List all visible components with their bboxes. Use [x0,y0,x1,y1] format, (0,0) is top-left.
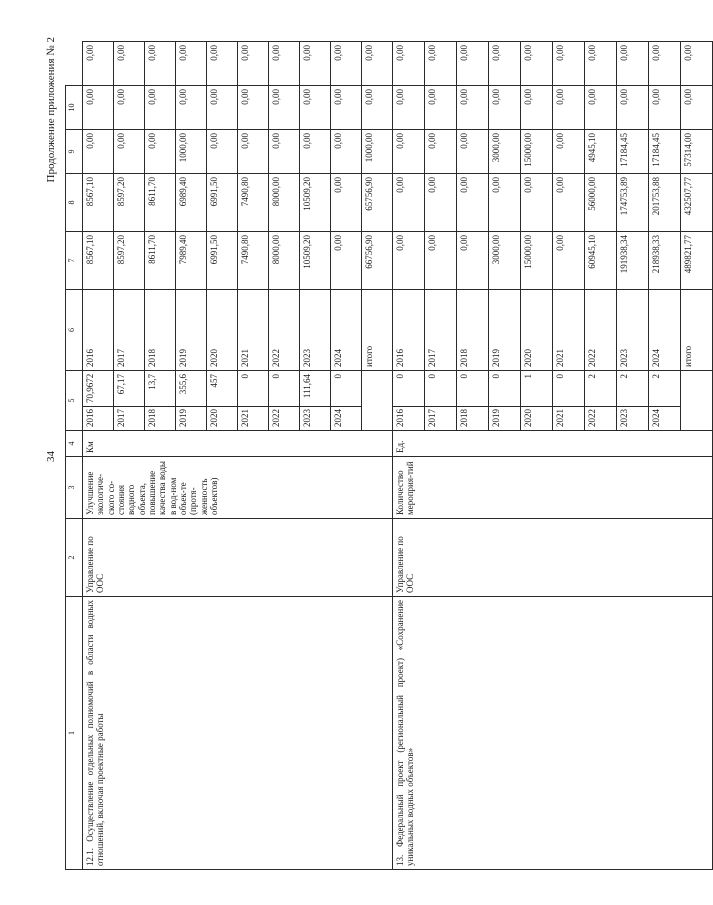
regional-budget-cell: 57314,00 [681,130,713,174]
total-funding-cell: 60945,10 [585,232,617,290]
federal-budget-cell: 0,00 [585,86,617,130]
federal-budget-cell: 0,00 [457,86,489,130]
regional-budget-cell: 0,00 [553,130,585,174]
indicator-year-cell: 2017 [425,407,457,431]
federal-budget-cell: 0,00 [331,86,362,130]
total-funding-cell: 0,00 [425,232,457,290]
indicator-value-cell: 111,64 [300,371,331,407]
indicator-year-cell: 2021 [238,407,269,431]
city-budget-cell: 201753,88 [649,174,681,232]
total-funding-cell: 7490,80 [238,232,269,290]
table-row [393,42,425,870]
indicator-year-cell: 2020 [207,407,238,431]
indicator-year-cell: 2016 [393,407,425,431]
header-cell: 4 [66,431,83,457]
indicator-value-cell: 457 [207,371,238,407]
total-funding-cell: 0,00 [553,232,585,290]
indicator-year-cell: 2022 [585,407,617,431]
funding-year-cell: 2021 [238,290,269,371]
regional-budget-cell: 0,00 [207,130,238,174]
total-label-cell: итого [362,290,393,371]
indicator-value-cell: 67,17 [114,371,145,407]
indicator-value-cell: 70,9672 [83,371,114,407]
indicator-value-cell: 1 [521,371,553,407]
funding-year-cell: 2020 [521,290,553,371]
indicator-value-cell: 0 [489,371,521,407]
total-funding-cell: 66756,90 [362,232,393,290]
indicator-year-cell: 2024 [649,407,681,431]
federal-budget-cell: 0,00 [425,86,457,130]
city-budget-cell: 6989,40 [176,174,207,232]
other-sources-cell: 0,00 [114,42,145,86]
regional-budget-cell: 0,00 [83,130,114,174]
federal-budget-cell: 0,00 [489,86,521,130]
federal-budget-cell: 0,00 [681,86,713,130]
header-row [66,42,83,870]
header-cell: 7 [66,232,83,290]
city-budget-cell: 0,00 [331,174,362,232]
other-sources-cell: 0,00 [331,42,362,86]
total-funding-cell: 15000,00 [521,232,553,290]
unit-cell: Ед. [393,431,713,457]
city-budget-cell: 0,00 [521,174,553,232]
city-budget-cell: 7490,80 [238,174,269,232]
regional-budget-cell: 0,00 [114,130,145,174]
header-cell: 8 [66,174,83,232]
other-sources-cell: 0,00 [553,42,585,86]
other-sources-cell: 0,00 [521,42,553,86]
executor-cell: Управление по ООС [393,519,713,597]
indicator-value-cell: 2 [649,371,681,407]
city-budget-cell: 432507,77 [681,174,713,232]
total-funding-cell: 6991,50 [207,232,238,290]
funding-year-cell: 2017 [425,290,457,371]
regional-budget-cell: 17184,45 [617,130,649,174]
header-cell: 3 [66,457,83,519]
other-sources-cell: 0,00 [649,42,681,86]
header-cell: 5 [66,371,83,431]
header-cell: 6 [66,290,83,371]
total-funding-cell: 0,00 [331,232,362,290]
indicator-year-cell: 2020 [521,407,553,431]
indicator-value-cell: 0 [457,371,489,407]
unit-cell: Км [83,431,393,457]
federal-budget-cell: 0,00 [238,86,269,130]
empty-cell [681,371,713,431]
regional-budget-cell: 0,00 [300,130,331,174]
regional-budget-cell: 1000,00 [176,130,207,174]
federal-budget-cell: 0,00 [362,86,393,130]
funding-year-cell: 2022 [585,290,617,371]
indicator-value-cell: 0 [553,371,585,407]
header-cell: 10 [66,86,83,130]
indicator-cell: Количество мероприя-тий [393,457,713,519]
funding-year-cell: 2022 [269,290,300,371]
federal-budget-cell: 0,00 [83,86,114,130]
regional-budget-cell: 0,00 [238,130,269,174]
regional-budget-cell: 0,00 [269,130,300,174]
header-cell: 9 [66,130,83,174]
executor-cell: Управление по ООС [83,519,393,597]
other-sources-cell: 0,00 [362,42,393,86]
indicator-value-cell: 0 [393,371,425,407]
federal-budget-cell: 0,00 [207,86,238,130]
regional-budget-cell: 0,00 [331,130,362,174]
other-sources-cell: 0,00 [145,42,176,86]
regional-budget-cell: 0,00 [393,130,425,174]
indicator-year-cell: 2019 [489,407,521,431]
indicator-year-cell: 2024 [331,407,362,431]
city-budget-cell: 0,00 [425,174,457,232]
regional-budget-cell: 17184,45 [649,130,681,174]
empty-cell [362,371,393,431]
funding-year-cell: 2020 [207,290,238,371]
city-budget-cell: 8597,20 [114,174,145,232]
continuation-label: Продолжение приложения № 2 [45,37,57,183]
regional-budget-cell: 1000,00 [362,130,393,174]
city-budget-cell: 8000,00 [269,174,300,232]
federal-budget-cell: 0,00 [553,86,585,130]
funding-year-cell: 2018 [145,290,176,371]
other-sources-cell: 0,00 [617,42,649,86]
indicator-value-cell: 2 [585,371,617,407]
other-sources-cell: 0,00 [300,42,331,86]
other-sources-cell: 0,00 [269,42,300,86]
federal-budget-cell: 0,00 [300,86,331,130]
city-budget-cell: 56000,00 [585,174,617,232]
total-funding-cell: 0,00 [393,232,425,290]
total-funding-cell: 10509,20 [300,232,331,290]
indicator-year-cell: 2018 [145,407,176,431]
other-sources-cell: 0,00 [681,42,713,86]
other-sources-cell: 0,00 [425,42,457,86]
federal-budget-cell: 0,00 [649,86,681,130]
rotated-page [40,35,693,870]
page-number: 34 [45,451,57,462]
regional-budget-cell: 0,00 [425,130,457,174]
event-name-cell: 13. Федеральный проект (региональный проект) «Сохранение уникальных водных объектов» [393,597,713,870]
program-table [65,41,713,870]
indicator-year-cell: 2023 [300,407,331,431]
regional-budget-cell: 0,00 [457,130,489,174]
indicator-year-cell: 2021 [553,407,585,431]
total-funding-cell: 8567,10 [83,232,114,290]
other-sources-cell: 0,00 [83,42,114,86]
other-sources-cell: 0,00 [207,42,238,86]
total-funding-cell: 7989,40 [176,232,207,290]
federal-budget-cell: 0,00 [617,86,649,130]
funding-year-cell: 2021 [553,290,585,371]
total-funding-cell: 0,00 [457,232,489,290]
other-sources-cell: 0,00 [585,42,617,86]
indicator-value-cell: 0 [331,371,362,407]
city-budget-cell: 10509,20 [300,174,331,232]
indicator-year-cell: 2016 [83,407,114,431]
city-budget-cell: 0,00 [393,174,425,232]
funding-year-cell: 2019 [489,290,521,371]
event-name-cell: 12.1. Осуществление отдельных полномочий в области водных отношений, включая проектные работы [83,597,393,870]
funding-year-cell: 2023 [617,290,649,371]
federal-budget-cell: 0,00 [521,86,553,130]
indicator-year-cell: 2017 [114,407,145,431]
regional-budget-cell: 3000,00 [489,130,521,174]
total-funding-cell: 3000,00 [489,232,521,290]
other-sources-cell: 0,00 [176,42,207,86]
indicator-year-cell: 2023 [617,407,649,431]
regional-budget-cell: 15000,00 [521,130,553,174]
city-budget-cell: 0,00 [457,174,489,232]
city-budget-cell: 0,00 [553,174,585,232]
indicator-value-cell: 0 [269,371,300,407]
indicator-year-cell: 2018 [457,407,489,431]
indicator-year-cell: 2022 [269,407,300,431]
funding-year-cell: 2019 [176,290,207,371]
city-budget-cell: 65756,90 [362,174,393,232]
funding-year-cell: 2016 [83,290,114,371]
header-cell: 2 [66,519,83,597]
total-funding-cell: 218938,33 [649,232,681,290]
city-budget-cell: 8567,10 [83,174,114,232]
city-budget-cell: 8611,70 [145,174,176,232]
other-sources-cell: 0,00 [238,42,269,86]
federal-budget-cell: 0,00 [269,86,300,130]
federal-budget-cell: 0,00 [145,86,176,130]
other-sources-cell: 0,00 [393,42,425,86]
indicator-value-cell: 0 [238,371,269,407]
funding-year-cell: 2024 [649,290,681,371]
city-budget-cell: 0,00 [489,174,521,232]
indicator-value-cell: 0 [425,371,457,407]
city-budget-cell: 6991,50 [207,174,238,232]
total-funding-cell: 191938,34 [617,232,649,290]
regional-budget-cell: 0,00 [145,130,176,174]
city-budget-cell: 174753,89 [617,174,649,232]
total-label-cell: итого [681,290,713,371]
regional-budget-cell: 4945,10 [585,130,617,174]
funding-year-cell: 2018 [457,290,489,371]
federal-budget-cell: 0,00 [114,86,145,130]
federal-budget-cell: 0,00 [393,86,425,130]
indicator-value-cell: 2 [617,371,649,407]
total-funding-cell: 489821,77 [681,232,713,290]
funding-year-cell: 2023 [300,290,331,371]
total-funding-cell: 8611,70 [145,232,176,290]
header-cell: 1 [66,597,83,870]
funding-year-cell: 2024 [331,290,362,371]
indicator-value-cell: 13,7 [145,371,176,407]
total-funding-cell: 8000,00 [269,232,300,290]
indicator-year-cell: 2019 [176,407,207,431]
federal-budget-cell: 0,00 [176,86,207,130]
total-funding-cell: 8597,20 [114,232,145,290]
indicator-value-cell: 355,6 [176,371,207,407]
table-row [83,42,114,870]
indicator-cell: Улучшение экологиче-ского со-стояния водного объекта, повышение качества воды в вод-ном объек-те (протя-женность объектов) [83,457,393,519]
other-sources-cell: 0,00 [457,42,489,86]
funding-year-cell: 2017 [114,290,145,371]
other-sources-cell: 0,00 [489,42,521,86]
funding-year-cell: 2016 [393,290,425,371]
